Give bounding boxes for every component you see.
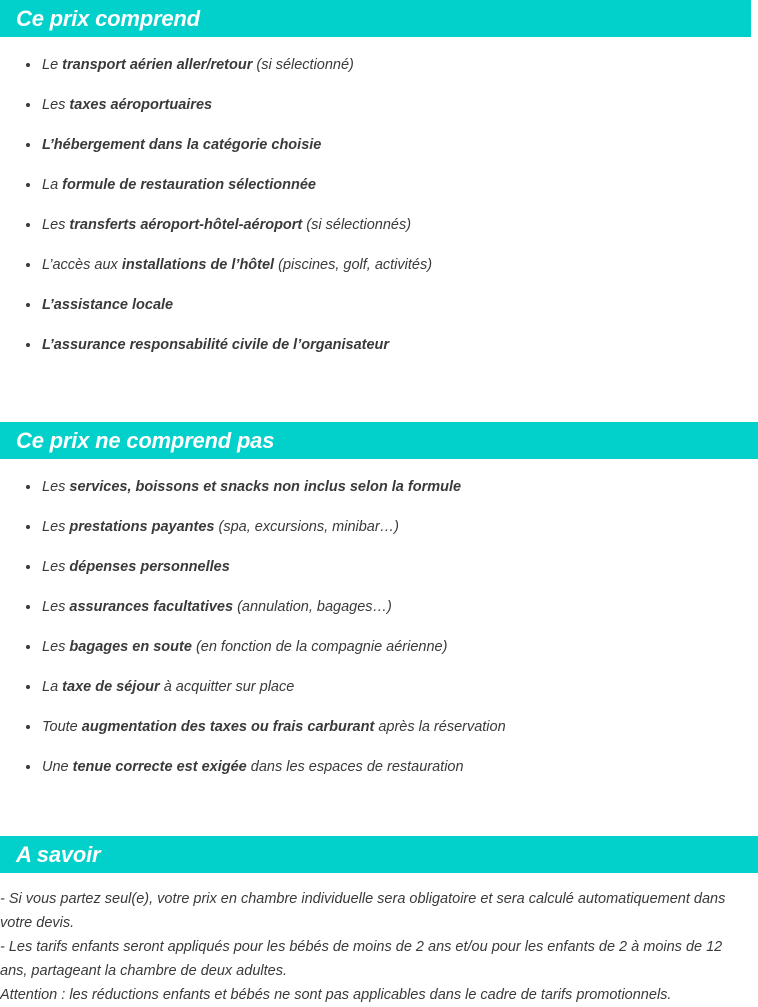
list-item: [0, 45, 758, 85]
list-item-emphasis: installations de l’hôtel: [121, 257, 275, 273]
list-item: [0, 707, 758, 747]
list-item-emphasis: L’assistance locale: [42, 297, 174, 313]
bullet-icon: [26, 63, 30, 67]
bullet-icon: [26, 565, 30, 569]
section-header-included: [0, 0, 751, 37]
section-title-not-included: Ce prix ne comprend pas: [16, 427, 275, 453]
list-item-note: (si sélectionné): [256, 57, 354, 73]
note-line: - Si vous partez seul(e), votre prix en chambre individuelle sera obligatoire et sera calculé automatiquement dans votre devis.: [0, 891, 726, 931]
list-item: [0, 325, 758, 365]
list-item-text: [42, 216, 411, 234]
list-item-text: [42, 176, 316, 194]
list-item-lead: Les: [42, 559, 66, 575]
note-line: - Les tarifs enfants seront appliqués pour les bébés de moins de 2 ans et/ou pour les enfants de 2 à moins de 12 ans, partageant la chambre de deux adultes.: [0, 939, 723, 979]
list-item-emphasis: L’assurance responsabilité civile de l’organisateur: [42, 337, 390, 353]
list-item-note: à acquitter sur place: [163, 679, 295, 695]
list-item-lead: Toute: [42, 719, 78, 735]
list-item-emphasis: services, boissons et snacks non inclus selon la formule: [69, 479, 462, 495]
included-list: [0, 45, 758, 365]
list-item-emphasis: transferts aéroport-hôtel-aéroport: [69, 217, 303, 233]
good-to-know-notes: [0, 887, 758, 1007]
bullet-icon: [26, 103, 30, 107]
list-item: [0, 627, 758, 667]
list-item-text: [42, 136, 321, 154]
list-item-lead: Les: [42, 639, 66, 655]
list-item: [0, 165, 758, 205]
list-item: [0, 667, 758, 707]
list-item-emphasis: tenue correcte est exigée: [72, 759, 247, 775]
list-item-text: [42, 718, 506, 736]
list-item-text: [42, 598, 392, 616]
bullet-icon: [26, 685, 30, 689]
bullet-icon: [26, 143, 30, 147]
bullet-icon: [26, 343, 30, 347]
list-item-lead: L’accès aux: [42, 257, 118, 273]
list-item-note: (si sélectionnés): [306, 217, 412, 233]
bullet-icon: [26, 485, 30, 489]
list-item-emphasis: prestations payantes: [69, 519, 215, 535]
list-item-note: (piscines, golf, activités): [278, 257, 433, 273]
bullet-icon: [26, 263, 30, 267]
list-item-text: [42, 518, 399, 536]
bullet-icon: [26, 525, 30, 529]
list-item-text: [42, 678, 294, 696]
bullet-icon: [26, 183, 30, 187]
bullet-icon: [26, 725, 30, 729]
section-header-not-included: [0, 422, 758, 459]
list-item-text: [42, 758, 464, 776]
section-title-good-to-know: A savoir: [16, 841, 101, 867]
list-item: [0, 285, 758, 325]
list-item: [0, 205, 758, 245]
list-item-lead: Une: [42, 759, 69, 775]
bullet-icon: [26, 223, 30, 227]
list-item-text: [42, 558, 230, 576]
list-item-note: (annulation, bagages…): [237, 599, 392, 615]
list-item-emphasis: augmentation des taxes ou frais carburant: [81, 719, 375, 735]
list-item-lead: Les: [42, 599, 66, 615]
list-item-text: [42, 296, 173, 314]
list-item-text: [42, 638, 447, 656]
bullet-icon: [26, 303, 30, 307]
list-item: [0, 507, 758, 547]
bullet-icon: [26, 765, 30, 769]
bullet-icon: [26, 645, 30, 649]
list-item: [0, 467, 758, 507]
list-item-lead: Les: [42, 97, 66, 113]
list-item: [0, 245, 758, 285]
list-item: [0, 125, 758, 165]
list-item-emphasis: bagages en soute: [69, 639, 192, 655]
list-item-text: [42, 96, 212, 114]
section-title-included: Ce prix comprend: [16, 5, 200, 31]
list-item: [0, 747, 758, 787]
bullet-icon: [26, 605, 30, 609]
list-item-note: (spa, excursions, minibar…): [218, 519, 400, 535]
list-item-lead: La: [42, 679, 59, 695]
list-item-lead: Les: [42, 217, 66, 233]
not-included-list: [0, 467, 758, 787]
list-item-emphasis: L’hébergement dans la catégorie choisie: [42, 137, 322, 153]
list-item-text: [42, 56, 354, 74]
list-item-note: (en fonction de la compagnie aérienne): [195, 639, 448, 655]
list-item-note: dans les espaces de restauration: [250, 759, 464, 775]
list-item-lead: Les: [42, 519, 66, 535]
note-line: Attention : les réductions enfants et bébés ne sont pas applicables dans le cadre de tarifs promotionnels.: [0, 987, 672, 1003]
list-item: [0, 85, 758, 125]
list-item-lead: Les: [42, 479, 66, 495]
section-header-good-to-know: [0, 836, 758, 873]
list-item-text: [42, 256, 432, 274]
list-item-text: [42, 478, 461, 496]
list-item-emphasis: taxe de séjour: [62, 679, 160, 695]
list-item-emphasis: formule de restauration sélectionnée: [62, 177, 316, 193]
list-item: [0, 587, 758, 627]
list-item: [0, 547, 758, 587]
list-item-lead: La: [42, 177, 59, 193]
list-item-lead: Le: [42, 57, 59, 73]
list-item-emphasis: dépenses personnelles: [69, 559, 230, 575]
list-item-note: après la réservation: [378, 719, 506, 735]
list-item-emphasis: taxes aéroportuaires: [69, 97, 213, 113]
list-item-emphasis: assurances facultatives: [69, 599, 234, 615]
list-item-emphasis: transport aérien aller/retour: [62, 57, 253, 73]
list-item-text: [42, 336, 389, 354]
